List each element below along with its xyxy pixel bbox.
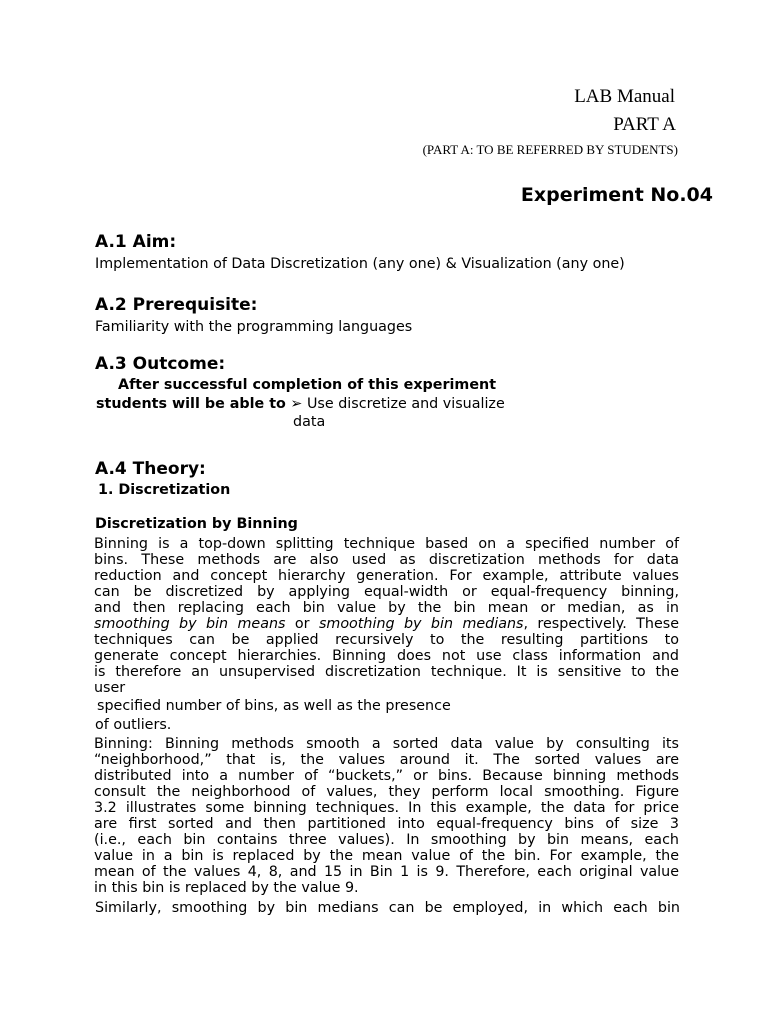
binning-paragraph-1c: of outliers. bbox=[95, 717, 172, 733]
paragraph-line: consult the neighborhood of values, they perform local smoothing. Figure bbox=[94, 784, 679, 800]
binning-subheading: Discretization by Binning bbox=[95, 516, 298, 532]
paragraph-line: is therefore an unsupervised discretization technique. It is sensitive to the bbox=[94, 664, 679, 680]
binning-paragraph-1 bbox=[94, 536, 679, 696]
paragraph-line: distributed into a number of “buckets,” or bins. Because binning methods bbox=[94, 768, 679, 784]
outcome-line3: data bbox=[293, 414, 326, 430]
experiment-title: Experiment No.04 bbox=[520, 184, 713, 206]
prerequisite-text: Familiarity with the programming languages bbox=[95, 319, 413, 335]
paragraph-line-italic bbox=[94, 616, 679, 632]
paragraph-text: , respectively. These bbox=[523, 616, 679, 632]
paragraph-line: in this bin is replaced by the value 9. bbox=[94, 880, 359, 896]
header-part-a: PART A bbox=[613, 114, 676, 135]
paragraph-line: 3.2 illustrates some binning techniques. In this example, the data for price bbox=[94, 800, 679, 816]
italic-term: smoothing by bin medians bbox=[318, 616, 524, 632]
paragraph-line: techniques can be applied recursively to the resulting partitions to bbox=[94, 632, 679, 648]
paragraph-line: reduction and concept hierarchy generation. For example, attribute values bbox=[94, 568, 679, 584]
outcome-line2-bold: students will be able to bbox=[96, 396, 286, 412]
connector-text: or bbox=[285, 616, 319, 632]
theory-heading: A.4 Theory: bbox=[95, 459, 206, 479]
outcome-line2 bbox=[96, 396, 505, 412]
paragraph-line: value in a bin is replaced by the mean value of the bin. For example, the bbox=[94, 848, 679, 864]
outcome-line1: After successful completion of this experiment bbox=[118, 377, 497, 393]
aim-text: Implementation of Data Discretization (any one) & Visualization (any one) bbox=[95, 256, 625, 272]
paragraph-line: are first sorted and then partitioned into equal-frequency bins of size 3 bbox=[94, 816, 679, 832]
binning-paragraph-1b: specified number of bins, as well as the presence bbox=[97, 698, 451, 714]
paragraph-line: can be discretized by applying equal-width or equal-frequency binning, bbox=[94, 584, 679, 600]
paragraph-line: and then replacing each bin value by the bin mean or median, as in bbox=[94, 600, 679, 616]
prerequisite-heading: A.2 Prerequisite: bbox=[95, 295, 258, 315]
discretization-subheading: 1. Discretization bbox=[98, 482, 231, 498]
outcome-heading: A.3 Outcome: bbox=[95, 354, 226, 374]
header-part-a-note: (PART A: TO BE REFERRED BY STUDENTS) bbox=[422, 142, 678, 157]
paragraph-line: Binning is a top-down splitting technique based on a specified number of bbox=[94, 536, 679, 552]
arrow-bullet-icon: ➢ bbox=[290, 396, 303, 412]
paragraph-line: Binning: Binning methods smooth a sorted data value by consulting its bbox=[94, 736, 679, 752]
header-lab-manual: LAB Manual bbox=[574, 86, 675, 107]
binning-paragraph-2 bbox=[94, 736, 679, 896]
paragraph-line: user bbox=[94, 680, 126, 696]
italic-term: smoothing by bin means bbox=[94, 616, 286, 632]
binning-paragraph-3 bbox=[95, 900, 680, 916]
paragraph-line: “neighborhood,” that is, the values around it. The sorted values are bbox=[94, 752, 679, 768]
paragraph-line: generate concept hierarchies. Binning does not use class information and bbox=[94, 648, 679, 664]
paragraph-line: Similarly, smoothing by bin medians can be employed, in which each bin bbox=[95, 900, 680, 916]
paragraph-line: (i.e., each bin contains three values). In smoothing by bin means, each bbox=[94, 832, 679, 848]
paragraph-line: bins. These methods are also used as discretization methods for data bbox=[94, 552, 679, 568]
aim-heading: A.1 Aim: bbox=[95, 232, 177, 252]
paragraph-line: mean of the values 4, 8, and 15 in Bin 1 is 9. Therefore, each original value bbox=[94, 864, 679, 880]
outcome-line2-rest: Use discretize and visualize bbox=[306, 396, 505, 412]
